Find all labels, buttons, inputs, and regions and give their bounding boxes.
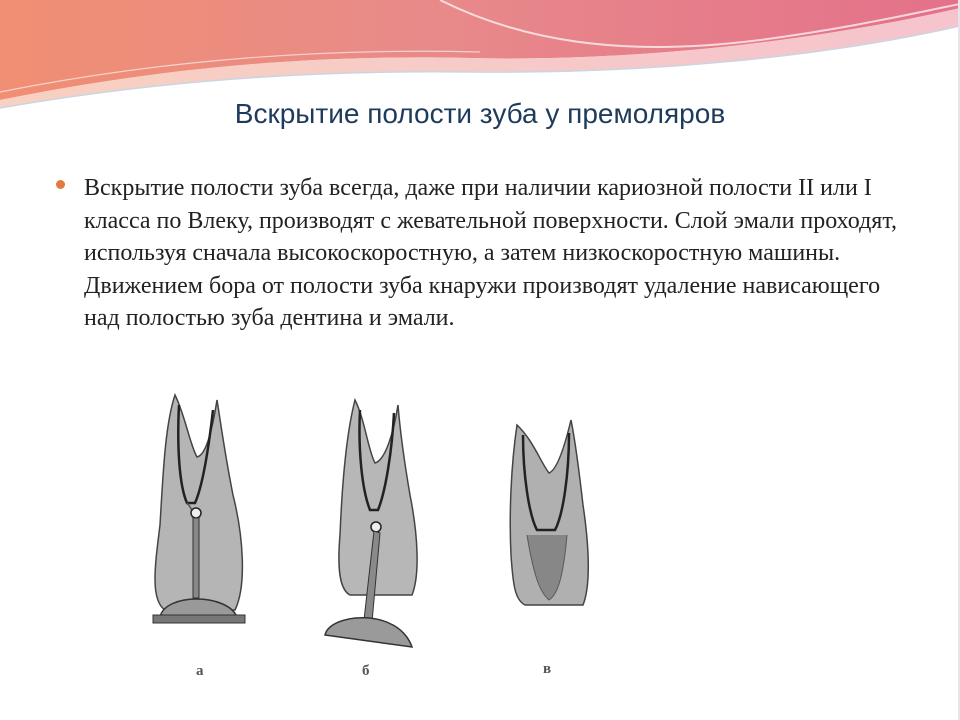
bullet-dot bbox=[56, 180, 65, 189]
figure-label-a: а bbox=[196, 663, 204, 679]
tooth-a bbox=[153, 395, 245, 623]
tooth-illustration bbox=[135, 385, 605, 695]
tooth-b bbox=[325, 400, 417, 647]
premolar-diagram bbox=[135, 385, 605, 695]
figure-label-c: в bbox=[543, 661, 552, 677]
slide-title: Вскрытие полости зуба у премоляров bbox=[234, 98, 726, 129]
figure-label-b: б bbox=[362, 663, 370, 679]
tooth-c bbox=[510, 420, 588, 605]
bullet-paragraph: Вскрытие полости зуба всегда, даже при наличии кариозной полости II или I класса по Влеку, производят с жевательной поверхности. Слой эмали проходят, используя сначала высокоскоростную, а затем низкоскоростную машины. Движением бора от полости зуба кнаружи производят удаление нависающего над полостью зуба дентина и эмали. bbox=[84, 175, 897, 332]
